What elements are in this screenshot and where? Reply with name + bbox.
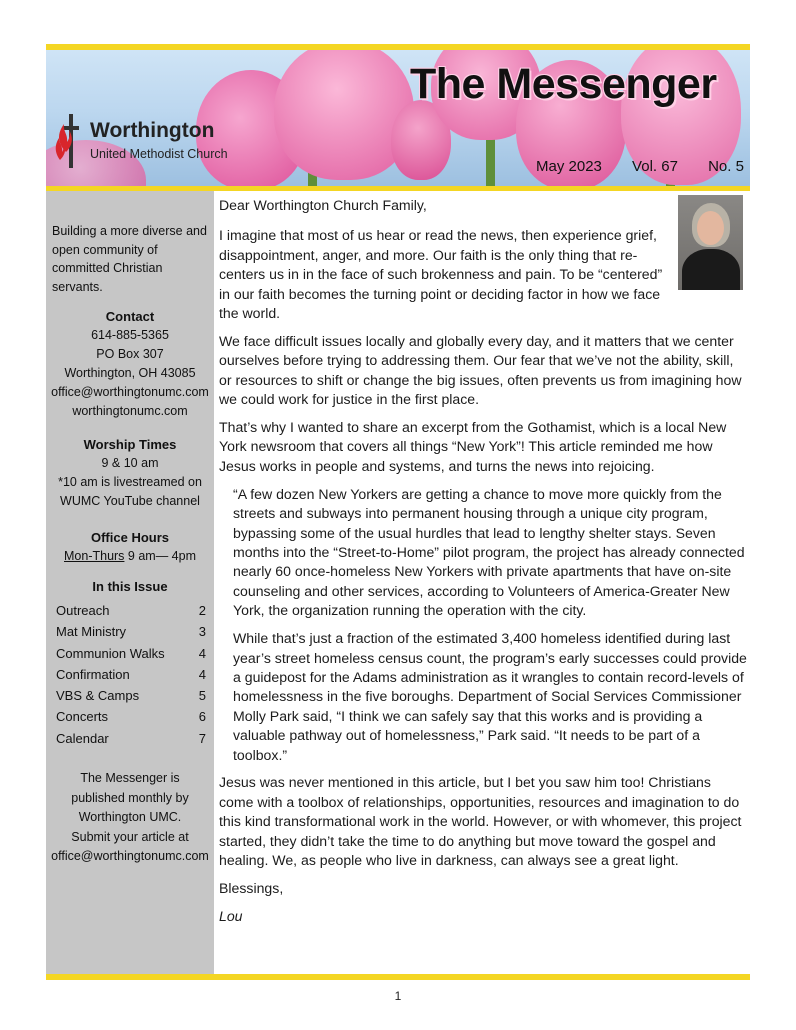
logo-church-name: Worthington xyxy=(90,119,215,142)
letter-greeting: Dear Worthington Church Family, xyxy=(219,197,427,213)
article-paragraph: That’s why I wanted to share an excerpt from the Gothamist, which is a local New York newsroom that covers all things “New York”! This article reminded me how Jesus works in people and systems, and turns the news into rejoicing. xyxy=(219,419,727,474)
toc-item[interactable] xyxy=(56,685,206,706)
page-number: 1 xyxy=(394,989,402,1003)
office-hours-time: 9 am— 4pm xyxy=(124,549,196,563)
toc-item-page: 4 xyxy=(198,645,206,661)
worship-heading: Worship Times xyxy=(83,437,177,452)
contact-po-box: PO Box 307 xyxy=(96,347,164,361)
publication-note-line: published monthly by xyxy=(71,790,189,805)
worship-note-line: WUMC YouTube channel xyxy=(60,494,200,508)
publication-note-line: Submit your article at xyxy=(71,829,189,844)
submission-email-link[interactable]: office@worthingtonumc.com xyxy=(51,849,209,863)
worship-section xyxy=(46,435,214,511)
toc-item-label: Confirmation xyxy=(56,666,130,682)
toc-item-page: 6 xyxy=(198,709,206,725)
toc-item-label: VBS & Camps xyxy=(56,688,140,704)
office-hours-heading: Office Hours xyxy=(90,530,169,545)
bottom-accent-rule xyxy=(46,974,750,980)
article-paragraph: We face difficult issues locally and globally every day, and it matters that we center ourselves before trying to addressing them. Our fear that we’ve not the ability, skill, or resources to shift or change the big issues, often prevents us from imagining how we could work for justice in the first place. xyxy=(219,332,742,408)
table-of-contents xyxy=(56,600,206,749)
letter-signature: Lou xyxy=(219,907,243,924)
issue-info xyxy=(536,158,744,175)
toc-item-page: 2 xyxy=(198,603,206,618)
office-hours-section xyxy=(46,528,214,566)
in-this-issue-heading: In this Issue xyxy=(92,579,168,594)
contact-city: Worthington, OH 43085 xyxy=(64,366,196,380)
issue-volume: Vol. 67 xyxy=(632,158,678,175)
publication-note-line: Worthington UMC. xyxy=(78,810,182,824)
toc-item-label: Concerts xyxy=(56,709,109,725)
worship-note-line: *10 am is livestreamed on xyxy=(58,475,202,489)
contact-heading: Contact xyxy=(105,309,155,324)
toc-item[interactable] xyxy=(56,706,206,727)
publication-note xyxy=(46,769,214,867)
sidebar xyxy=(46,191,214,974)
masthead-banner xyxy=(46,50,750,186)
toc-item-page: 7 xyxy=(198,730,206,746)
toc-item[interactable] xyxy=(56,600,206,621)
logo-church-subtitle: United Methodist Church xyxy=(90,147,228,161)
toc-item[interactable] xyxy=(56,728,206,749)
publication-note-line: The Messenger is xyxy=(80,771,180,785)
contact-phone: 614-885-5365 xyxy=(91,328,169,342)
tulip-flower xyxy=(274,50,414,180)
letter-closing: Blessings, xyxy=(219,880,284,896)
toc-item-label: Calendar xyxy=(56,730,109,746)
issue-number: No. 5 xyxy=(708,158,744,175)
toc-item[interactable] xyxy=(56,664,206,685)
toc-item[interactable] xyxy=(56,643,206,664)
quoted-paragraph: “A few dozen New Yorkers are getting a chance to move more quickly from the streets and subways into permanent housing through a unique city program, bypassing some of the usual hurdles that lead to lengthy shelter stays. Seven months into the “Street-to-Home” pilot program, the project has already connected nearly 60 once-homeless New Yorkers with private apartments that have on-site counseling and other services, according to Volunteers of America-Greater New York, the organization running the operation with the city. xyxy=(233,485,745,619)
contact-section xyxy=(46,307,214,421)
worship-times: 9 & 10 am xyxy=(101,456,159,470)
quoted-paragraph: While that’s just a fraction of the estimated 3,400 homeless identified during last year’s street homeless census count, the program’s early successes could provide a guidepost for the Adams administration as it wrangles to contain record-levels of homelessness in the five boroughs. Department of Social Services Commissioner Molly Park said, “I think we can safely say that this works and is providing a valuable pathway out of homelessness,” Park said. “It needs to be part of a toolbox.” xyxy=(233,630,747,763)
mission-statement: Building a more diverse and open community of committed Christian servants. xyxy=(52,224,207,294)
letter-article xyxy=(219,196,747,935)
contact-website-link[interactable]: worthingtonumc.com xyxy=(72,404,188,418)
contact-email-link[interactable]: office@worthingtonumc.com xyxy=(51,385,209,399)
office-hours-line xyxy=(46,547,214,566)
cross-flame-icon xyxy=(52,112,82,170)
toc-item[interactable] xyxy=(56,621,206,642)
issue-date: May 2023 xyxy=(536,158,602,175)
office-days: Mon-Thurs xyxy=(64,549,125,563)
toc-item-label: Outreach xyxy=(56,603,110,618)
toc-item-page: 4 xyxy=(198,666,206,682)
toc-item-page: 3 xyxy=(198,624,206,640)
toc-item-page: 5 xyxy=(198,688,206,704)
church-logo xyxy=(52,112,228,170)
article-paragraph: Jesus was never mentioned in this article, but I bet you saw him too! Christians come with a toolbox of relationships, opportunities, resources and imagination to do this kind transformational work in the world. However, or with whomever, this project started, they didn’t take the time to do anything but move toward the gospel and healing. We, as people who live in darkness, can always see a great light. xyxy=(219,774,742,869)
toc-item-label: Mat Ministry xyxy=(56,624,127,640)
article-paragraph: I imagine that most of us hear or read the news, then experience grief, disappointment, anger, and more. Our faith is the only thing that re-centers us in in the face of such brokenness and pain. To be “centered” in our faith becomes the turning point or deciding factor in how we face the world. xyxy=(219,227,663,322)
toc-item-label: Communion Walks xyxy=(56,645,165,661)
newsletter-title: The Messenger xyxy=(410,60,717,108)
